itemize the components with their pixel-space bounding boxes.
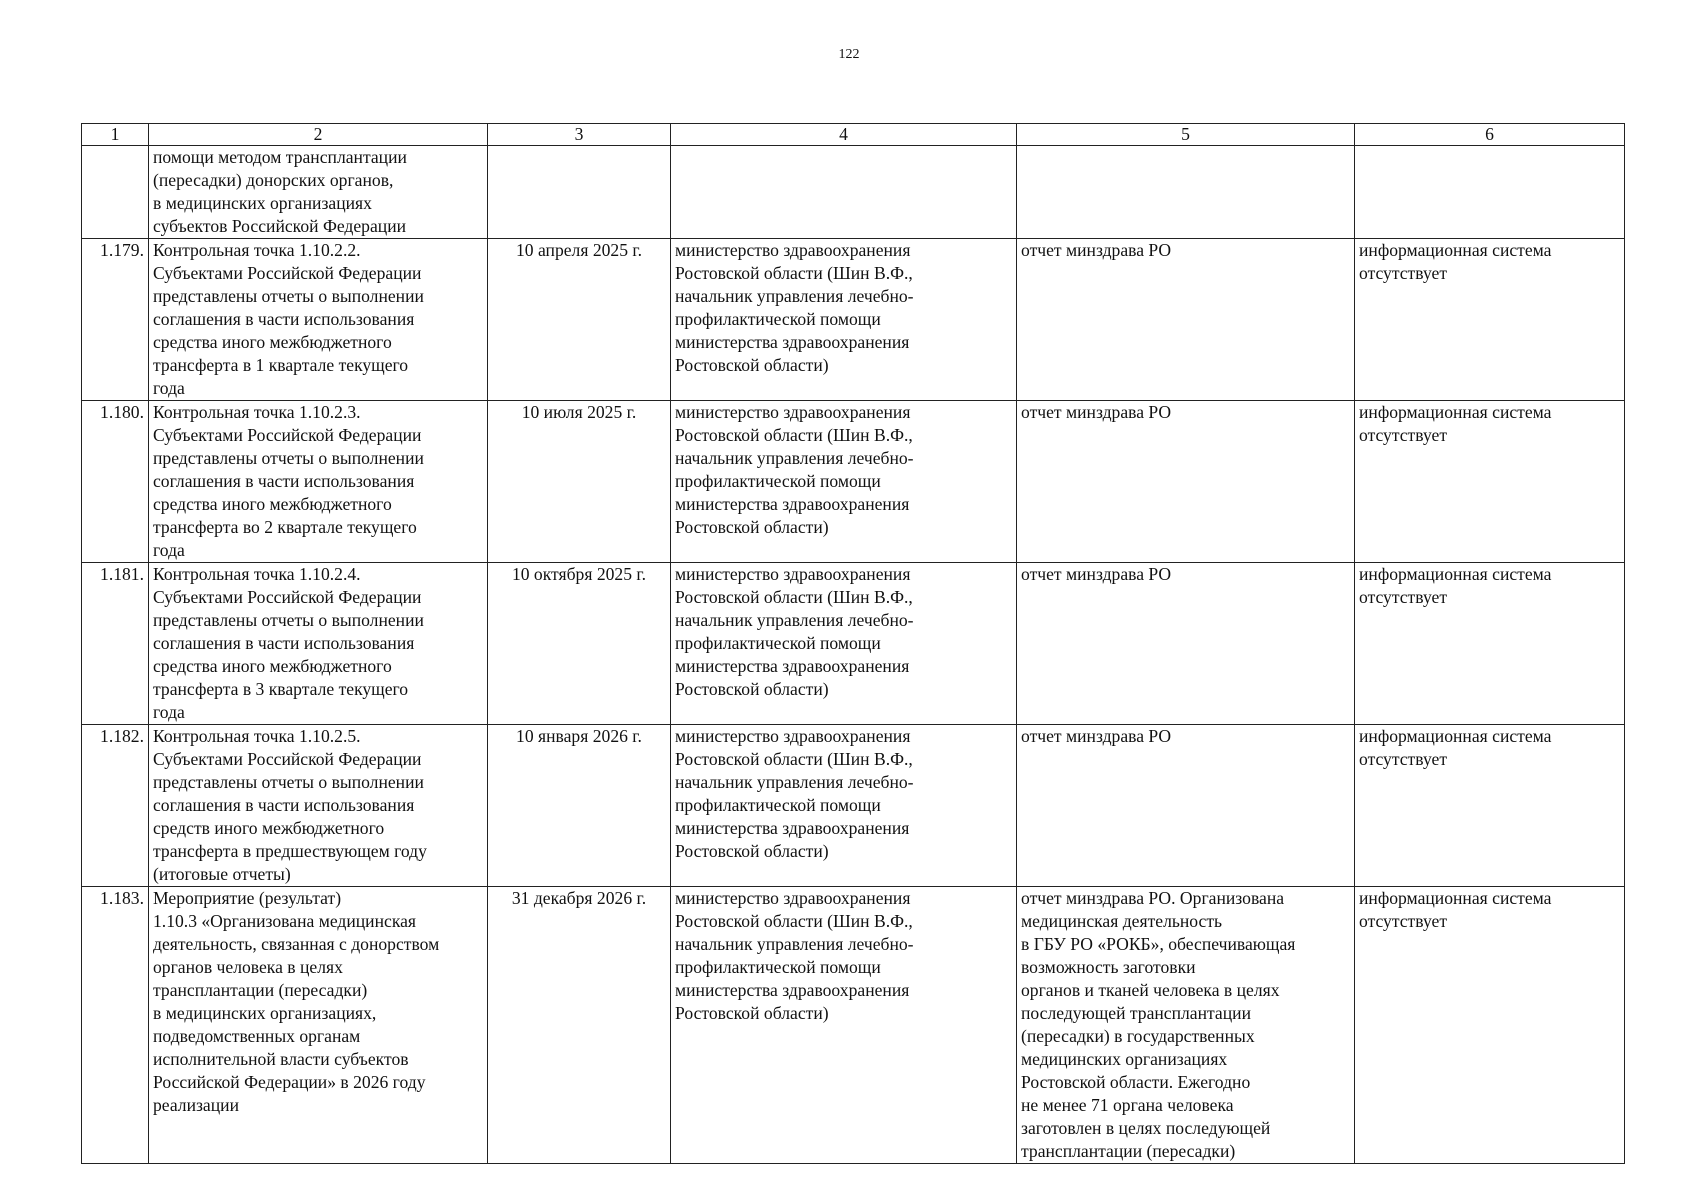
header-row xyxy=(82,124,1625,146)
row-responsible: министерство здравоохранения Ростовской области (Шин В.Ф., начальник управления лечебно- профилактической помощи министерства здравоохранения Ростовской области) xyxy=(671,887,1017,1164)
row-document xyxy=(1017,146,1355,239)
row-date: 10 октября 2025 г. xyxy=(488,563,671,725)
row-system: информационная система отсутствует xyxy=(1355,887,1625,1164)
table-row xyxy=(82,239,1625,401)
row-document: отчет минздрава РО xyxy=(1017,725,1355,887)
row-name: Контрольная точка 1.10.2.5. Субъектами Российской Федерации представлены отчеты о выполнении соглашения в части использования средств иного межбюджетного трансферта в предшествующем году (итоговые отчеты) xyxy=(149,725,488,887)
row-system: информационная система отсутствует xyxy=(1355,239,1625,401)
table-row xyxy=(82,563,1625,725)
table-row xyxy=(82,146,1625,239)
row-responsible xyxy=(671,146,1017,239)
row-number: 1.180. xyxy=(82,401,149,563)
header-cell-6: 6 xyxy=(1355,124,1625,146)
row-name: Контрольная точка 1.10.2.4. Субъектами Российской Федерации представлены отчеты о выполнении соглашения в части использования средства иного межбюджетного трансферта в 3 квартале текущего года xyxy=(149,563,488,725)
table-row xyxy=(82,887,1625,1164)
header-cell-5: 5 xyxy=(1017,124,1355,146)
row-system: информационная система отсутствует xyxy=(1355,725,1625,887)
plan-table xyxy=(81,123,1625,1164)
row-system: информационная система отсутствует xyxy=(1355,563,1625,725)
row-document: отчет минздрава РО. Организована медицинская деятельность в ГБУ РО «РОКБ», обеспечивающая возможность заготовки органов и тканей человека в целях последующей трансплантации (пересадки) в государственных медицинских организациях Ростовской области. Ежегодно не менее 71 органа человека заготовлен в целях последующей трансплантации (пересадки) xyxy=(1017,887,1355,1164)
row-date: 10 января 2026 г. xyxy=(488,725,671,887)
row-system xyxy=(1355,146,1625,239)
row-name: помощи методом трансплантации (пересадки) донорских органов, в медицинских организациях субъектов Российской Федерации xyxy=(149,146,488,239)
row-number: 1.181. xyxy=(82,563,149,725)
row-responsible: министерство здравоохранения Ростовской области (Шин В.Ф., начальник управления лечебно- профилактической помощи министерства здравоохранения Ростовской области) xyxy=(671,725,1017,887)
row-name: Мероприятие (результат) 1.10.3 «Организована медицинская деятельность, связанная с донорством органов человека в целях трансплантации (пересадки) в медицинских организациях, подведомственных органам исполнительной власти субъектов Российской Федерации» в 2026 году реализации xyxy=(149,887,488,1164)
row-number: 1.183. xyxy=(82,887,149,1164)
header-cell-1: 1 xyxy=(82,124,149,146)
row-responsible: министерство здравоохранения Ростовской области (Шин В.Ф., начальник управления лечебно- профилактической помощи министерства здравоохранения Ростовской области) xyxy=(671,239,1017,401)
row-number xyxy=(82,146,149,239)
row-date xyxy=(488,146,671,239)
row-responsible: министерство здравоохранения Ростовской области (Шин В.Ф., начальник управления лечебно- профилактической помощи министерства здравоохранения Ростовской области) xyxy=(671,401,1017,563)
header-cell-4: 4 xyxy=(671,124,1017,146)
header-cell-3: 3 xyxy=(488,124,671,146)
row-document: отчет минздрава РО xyxy=(1017,239,1355,401)
row-system: информационная система отсутствует xyxy=(1355,401,1625,563)
page-number: 122 xyxy=(838,47,860,62)
table-row xyxy=(82,725,1625,887)
row-document: отчет минздрава РО xyxy=(1017,401,1355,563)
row-date: 10 июля 2025 г. xyxy=(488,401,671,563)
row-date: 31 декабря 2026 г. xyxy=(488,887,671,1164)
row-number: 1.179. xyxy=(82,239,149,401)
row-date: 10 апреля 2025 г. xyxy=(488,239,671,401)
row-document: отчет минздрава РО xyxy=(1017,563,1355,725)
row-name: Контрольная точка 1.10.2.2. Субъектами Российской Федерации представлены отчеты о выполнении соглашения в части использования средства иного межбюджетного трансферта в 1 квартале текущего года xyxy=(149,239,488,401)
row-name: Контрольная точка 1.10.2.3. Субъектами Российской Федерации представлены отчеты о выполнении соглашения в части использования средства иного межбюджетного трансферта во 2 квартале текущего года xyxy=(149,401,488,563)
row-responsible: министерство здравоохранения Ростовской области (Шин В.Ф., начальник управления лечебно- профилактической помощи министерства здравоохранения Ростовской области) xyxy=(671,563,1017,725)
table-row xyxy=(82,401,1625,563)
row-number: 1.182. xyxy=(82,725,149,887)
header-cell-2: 2 xyxy=(149,124,488,146)
